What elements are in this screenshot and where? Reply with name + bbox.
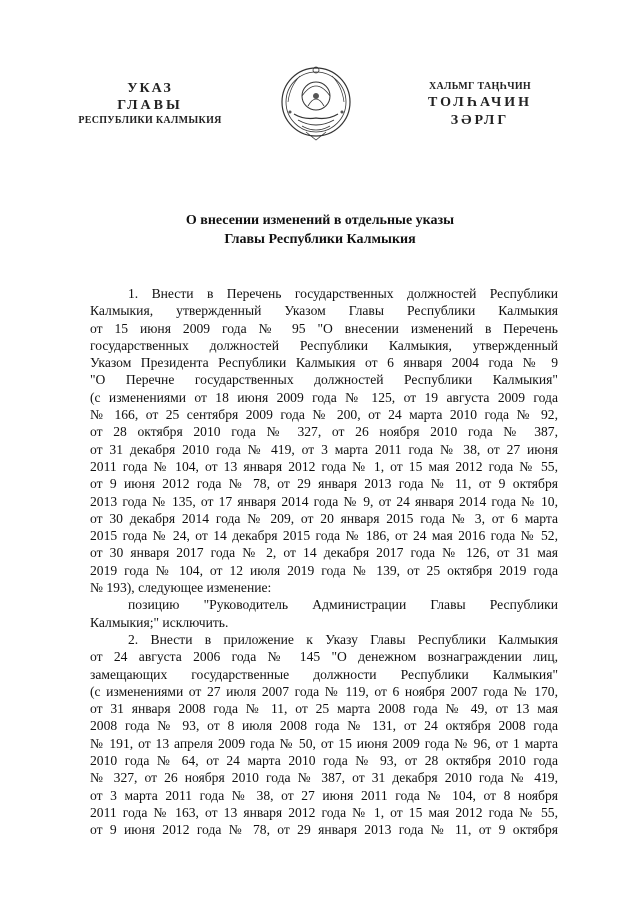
header-left-line-3: РЕСПУБЛИКИ КАЛМЫКИЯ	[78, 115, 222, 126]
body-line: от 3 марта 2011 года № 38, от 27 июня 2011 года № 104, от 8 ноября	[90, 787, 558, 803]
body-line: (с изменениями от 27 июля 2007 года № 119, от 6 ноября 2007 года № 170,	[90, 683, 558, 699]
body-line: 2010 года № 64, от 24 марта 2010 года № 93, от 28 октября 2010 года	[90, 753, 558, 769]
body-line: от 9 июня 2012 года № 78, от 29 января 2013 года № 11, от 9 октября	[90, 822, 558, 838]
body-line: Указом Президента Республики Калмыкия от 6 января 2004 года № 9	[90, 355, 558, 371]
body-line: от 28 октября 2010 года № 327, от 26 ноября 2010 года № 387,	[90, 424, 558, 440]
coat-of-arms-icon	[276, 62, 356, 148]
header-left	[70, 80, 230, 128]
title-line-2: Главы Республики Калмыкия	[224, 232, 416, 247]
body-line: "О Перечне государственных должностей Республики Калмыкия"	[90, 372, 558, 388]
header-right-line-3: ЗӘРЛГ	[450, 113, 510, 128]
header-right-line-2: ТОЛҺАЧИН	[427, 95, 533, 110]
header-right-line-1: ХАЛЬМГ ТАҢҺЧИН	[428, 81, 531, 92]
body-line: от 30 января 2017 года № 2, от 14 декабря 2017 года № 126, от 31 мая	[90, 545, 558, 561]
body-line: государственных должностей Республики Калмыкия, утвержденный	[90, 337, 558, 353]
body-line: замещающих государственные должности Республики Калмыкия"	[90, 666, 558, 682]
body-line: 1. Внести в Перечень государственных должностей Республики	[128, 286, 558, 301]
body-line: 2008 года № 93, от 8 июля 2008 года № 131, от 24 октября 2008 года	[90, 718, 558, 734]
body-line: позицию "Руководитель Администрации Главы Республики	[128, 597, 558, 613]
body-line: № 327, от 26 ноября 2010 года № 387, от 31 декабря 2010 года № 419,	[90, 770, 558, 786]
document-title	[150, 211, 490, 249]
body-line: 2. Внести в приложение к Указу Главы Республики Калмыкия	[128, 631, 558, 647]
body-line: № 166, от 25 сентября 2009 года № 200, от 24 марта 2010 года № 92,	[90, 407, 558, 423]
body-line: от 30 декабря 2014 года № 209, от 20 января 2015 года № 3, от 6 марта	[90, 510, 558, 526]
body-line: от 9 июня 2012 года № 78, от 29 января 2013 года № 11, от 9 октября	[90, 476, 558, 492]
body-line: № 193), следующее изменение:	[90, 580, 272, 596]
header-left-line-1: УКАЗ	[127, 81, 173, 96]
body-line: от 31 января 2008 года № 11, от 25 марта 2008 года № 49, от 13 мая	[90, 701, 558, 717]
body-line: от 15 июня 2009 года № 95 "О внесении изменений в Перечень	[90, 320, 558, 336]
body-line: от 31 декабря 2010 года № 419, от 3 марта 2011 года № 38, от 27 июня	[90, 441, 558, 457]
title-line-1: О внесении изменений в отдельные указы	[185, 213, 455, 228]
body-line: 2011 года № 104, от 13 января 2012 года № 1, от 15 мая 2012 года № 55,	[90, 458, 558, 474]
header-left-line-2: ГЛАВЫ	[117, 98, 183, 113]
body-line: 2015 года № 24, от 14 декабря 2015 года № 186, от 24 мая 2016 года № 52,	[90, 528, 558, 544]
body-line: от 24 августа 2006 года № 145 "О денежном вознаграждении лиц,	[90, 649, 558, 665]
body-line: Калмыкия, утвержденный Указом Главы Республики Калмыкия	[90, 303, 558, 319]
body-line: 2011 года № 163, от 13 января 2012 года № 1, от 15 мая 2012 года № 55,	[90, 804, 558, 820]
body-line: Калмыкия;" исключить.	[90, 614, 229, 630]
document-body	[90, 285, 558, 839]
body-line: № 191, от 13 апреля 2009 года № 50, от 15 июня 2009 года № 96, от 1 марта	[90, 735, 558, 751]
body-line: 2013 года № 135, от 17 января 2014 года № 9, от 24 января 2014 года № 10,	[90, 493, 558, 509]
header-right	[400, 80, 560, 129]
body-line: (с изменениями от 18 июня 2009 года № 125, от 19 августа 2009 года	[90, 389, 558, 405]
body-line: 2019 года № 104, от 12 июля 2019 года № 139, от 25 октября 2019 года	[90, 562, 558, 578]
